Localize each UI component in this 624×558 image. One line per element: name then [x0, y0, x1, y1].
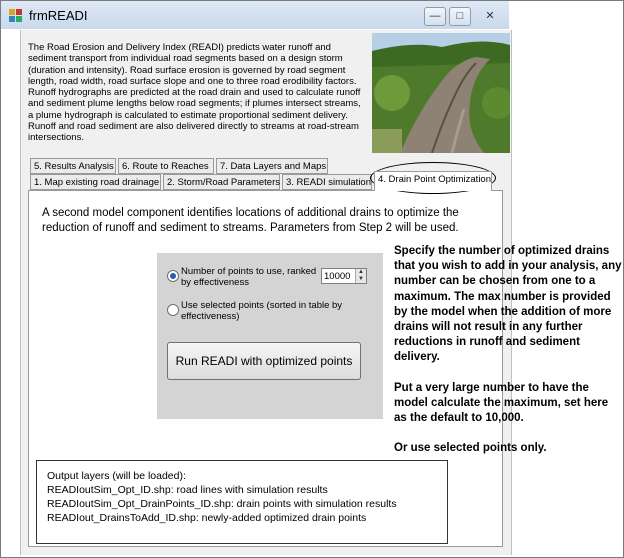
panel-intro-text: A second model component identifies locations of additional drains to optimize the reduction of runoff and sediment to streams. Parameters from Step 2 will be used. [42, 207, 459, 234]
radio-number-of-points[interactable] [167, 270, 179, 282]
maximize-button[interactable] [449, 7, 471, 26]
radio-selected-dot [170, 273, 176, 279]
spin-up-icon[interactable]: ▲ [355, 269, 366, 276]
annotation-paragraph-3: Or use selected points only. [394, 442, 547, 455]
radio-use-selected-points[interactable] [167, 304, 179, 316]
tab-readi-simulation[interactable]: 3. READI simulation [282, 174, 372, 190]
tab-drain-point-optimization[interactable]: 4. Drain Point Optimization [374, 171, 492, 191]
road-erosion-photo [372, 33, 510, 153]
run-readi-optimized-button[interactable]: Run READI with optimized points [167, 342, 361, 380]
points-count-stepper[interactable] [321, 268, 367, 284]
close-icon: ✕ [485, 10, 495, 22]
option-use-selected-points-label: Use selected points (sorted in table by effectiveness) [181, 300, 343, 322]
readi-description: The Road Erosion and Delivery Index (READI) predicts water runoff and sediment transport from individual road segments based on a design storm (duration and intensity). Road surface erosion is governed by road segment length, road width, road surface slope and one to three road erodibility factors. Runoff hydrographs are predicted at the road drain and used to calculate runoff and sediment plume lengths below road segments; if plumes intersect streams, a plume hydrograph is calculated to estimate proportional sediment delivery. Runoff and road sediment are also delivered directly to streams at road-stream intersections. [28, 42, 361, 144]
tab-data-layers-maps[interactable]: 7. Data Layers and Maps [216, 158, 328, 174]
annotation-paragraph-1: Specify the number of optimized drains that you wish to add in your analysis, any number can be chosen from one to a maximum. The max number is provided by the model when the addition of more drains will not result in any further reductions in runoff and sediment delivery. [394, 245, 622, 364]
output-layer-drains-to-add: READIout_DrainsToAdd_ID.shp: newly-added optimized drain points [47, 512, 367, 524]
output-layer-drain-points: READIoutSim_Opt_DrainPoints_ID.shp: drain points with simulation results [47, 498, 397, 510]
annotation-paragraph-2: Put a very large number to have the model calculate the maximum, set here as the default to 10,000. [394, 381, 609, 425]
close-button[interactable] [479, 7, 501, 26]
output-layer-road-lines: READIoutSim_Opt_ID.shp: road lines with simulation results [47, 484, 328, 496]
output-layers-heading: Output layers (will be loaded): [47, 470, 186, 482]
tab-results-analysis[interactable]: 5. Results Analysis [30, 158, 116, 174]
spin-down-icon[interactable]: ▼ [355, 276, 366, 283]
window-title: frmREADI [29, 8, 88, 23]
maximize-icon: □ [456, 10, 464, 22]
minimize-button[interactable] [424, 7, 446, 26]
tab-storm-road-parameters[interactable]: 2. Storm/Road Parameters [163, 174, 280, 190]
tab-map-road-drainage[interactable]: 1. Map existing road drainage [30, 174, 161, 190]
annotation-text [394, 244, 624, 471]
tab-route-to-reaches[interactable]: 6. Route to Reaches [118, 158, 214, 174]
minimize-icon: — [429, 10, 441, 22]
app-icon [9, 9, 23, 23]
option-number-of-points-label: Number of points to use, ranked by effectiveness [181, 266, 317, 288]
output-layers-box [36, 460, 448, 544]
title-bar [1, 1, 509, 29]
points-count-input[interactable] [324, 270, 354, 282]
